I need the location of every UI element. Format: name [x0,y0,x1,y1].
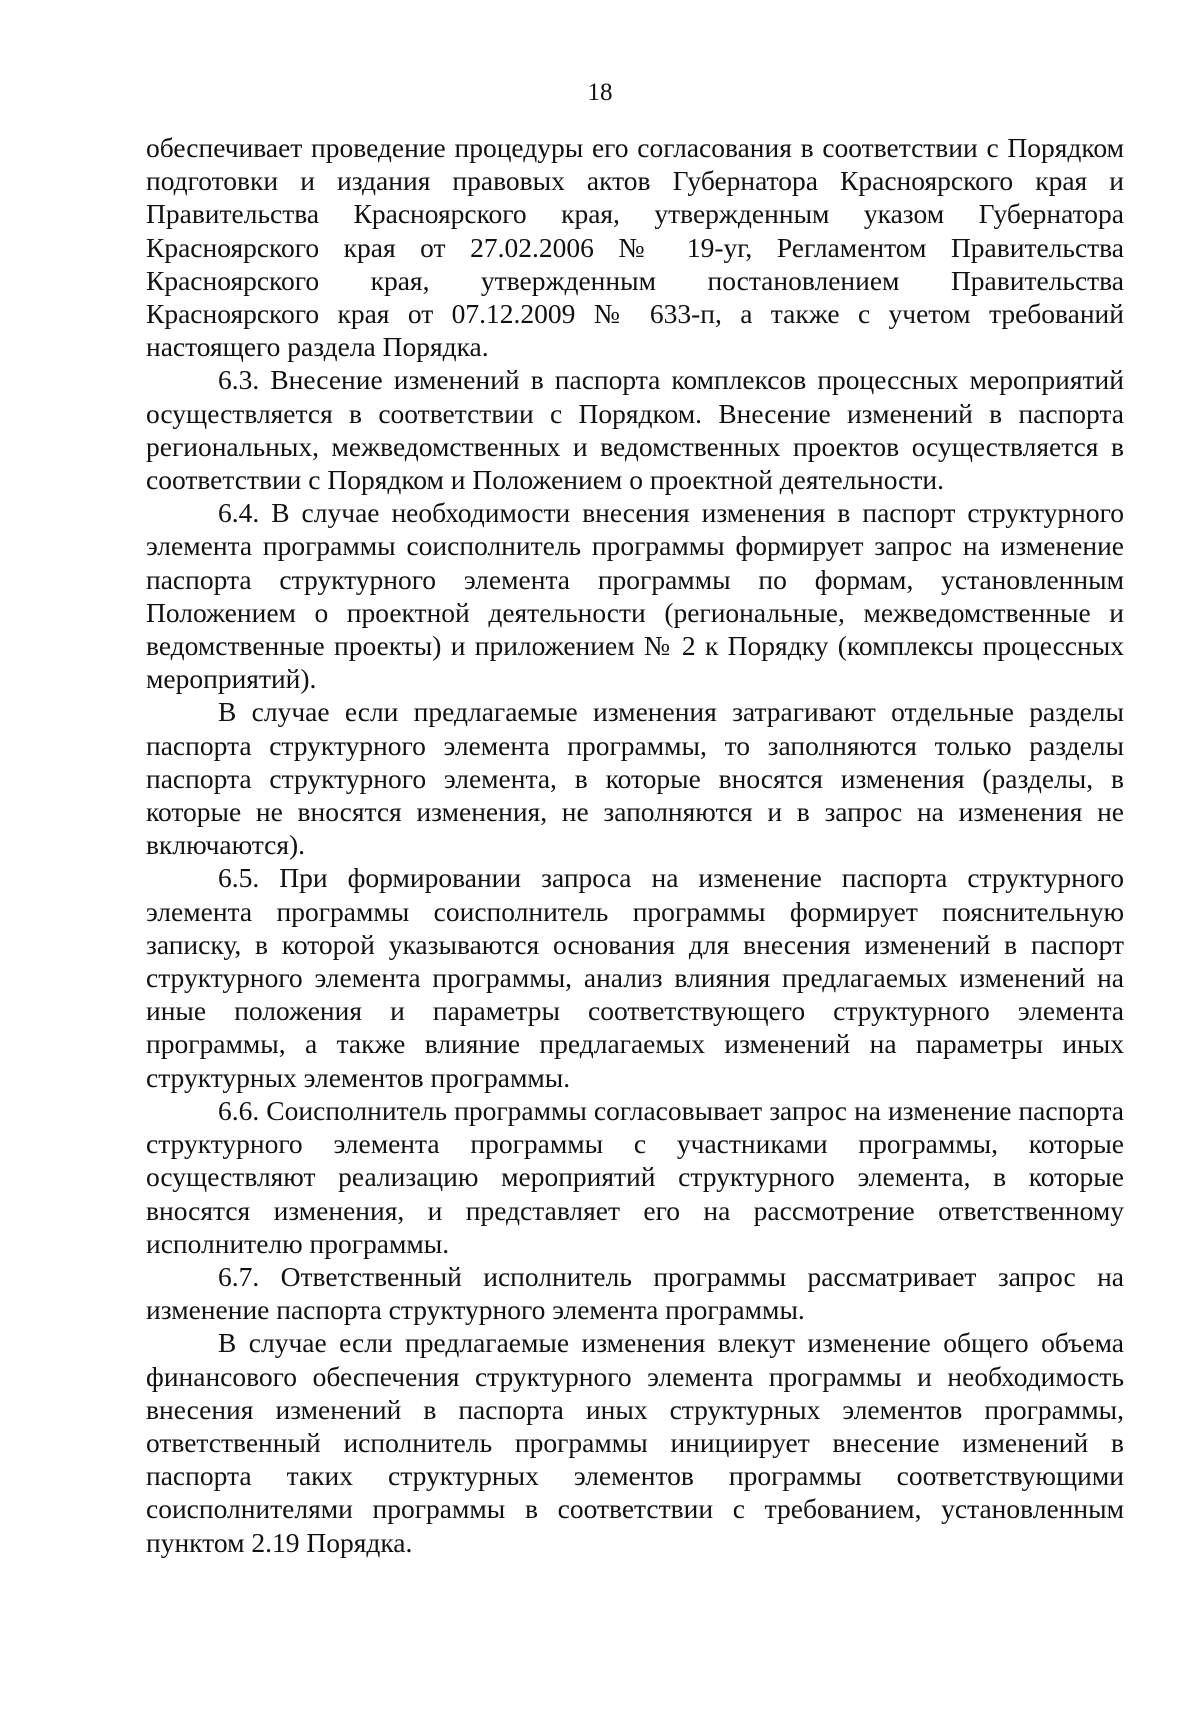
paragraph-6-3: 6.3. Внесение изменений в паспорта комплексов процессных мероприятий осуществляется в соответствии с Порядком. Внесение изменений в паспорта региональных, межведомственных и ведомственных проектов осуществляется в соответствии с Порядком и Положением о проектной деятельности. [146,364,1124,496]
page-number: 18 [587,79,613,106]
paragraph-6-7: 6.7. Ответственный исполнитель программы рассматривает запрос на изменение паспорта структурного элемента программы. [146,1260,1124,1326]
paragraph-6-7-note: В случае если предлагаемые изменения влекут изменение общего объема финансового обеспечения структурного элемента программы и необходимость внесения изменений в паспорта иных структурных элементов программы, ответственный исполнитель программы инициирует внесение изменений в паспорта таких структурных элементов программы соответствующими соисполнителями программы в соответствии с требованием, установленным пунктом 2.19 Порядка. [146,1327,1124,1558]
paragraph-6-5: 6.5. При формировании запроса на изменение паспорта структурного элемента программы соисполнитель программы формирует пояснительную записку, в которой указываются основания для внесения изменений в паспорт структурного элемента программы, анализ влияния предлагаемых изменений на иные положения и параметры соответствующего структурного элемента программы, а также влияние предлагаемых изменений на параметры иных структурных элементов программы. [146,862,1124,1093]
paragraph-6-6: 6.6. Соисполнитель программы согласовывает запрос на изменение паспорта структурного элемента программы с участниками программы, которые осуществляют реализацию мероприятий структурного элемента, в которые вносятся изменения, и представляет его на рассмотрение ответственному исполнителю программы. [146,1094,1124,1259]
paragraph-6-4: 6.4. В случае необходимости внесения изменения в паспорт структурного элемента программы соисполнитель программы формирует запрос на изменение паспорта структурного элемента программы по формам, установленным Положением о проектной деятельности (региональные, межведомственные и ведомственные проекты) и приложением № 2 к Порядку (комплексы процессных мероприятий). [146,497,1124,695]
paragraph-continuation: обеспечивает проведение процедуры его согласования в соответствии с Порядком подготовки и издания правовых актов Губернатора Красноярского края и Правительства Красноярского края, утвержденным указом Губернатора Красноярского края от 27.02.2006 № 19-уг, Регламентом Правительства Красноярского края, утвержденным постановлением Правительства Красноярского края от 07.12.2009 № 633-п, а также с учетом требований настоящего раздела Порядка. [146,132,1124,363]
document-body [146,131,1124,1559]
paragraph-6-4-note: В случае если предлагаемые изменения затрагивают отдельные разделы паспорта структурного элемента программы, то заполняются только разделы паспорта структурного элемента, в которые вносятся изменения (разделы, в которые не вносятся изменения, не заполняются и в запрос на изменения не включаются). [146,696,1124,861]
